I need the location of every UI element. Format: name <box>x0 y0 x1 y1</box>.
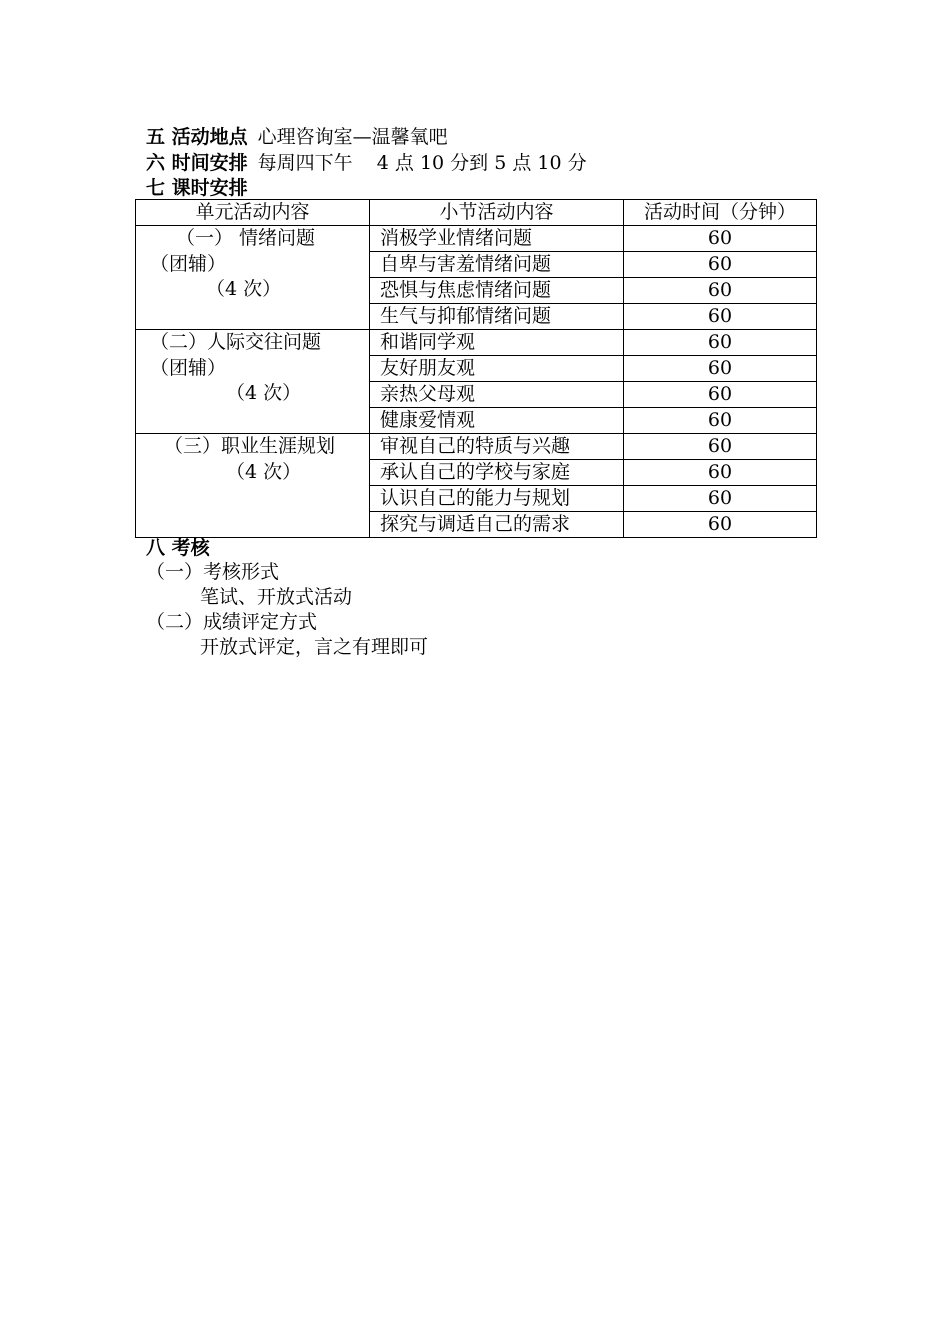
unit-type: （团辅） <box>150 252 227 275</box>
subsection-content: 健康爱情观 <box>370 408 624 434</box>
activity-time: 60 <box>624 356 817 382</box>
activity-time: 60 <box>624 278 817 304</box>
subsection-content: 自卑与害羞情绪问题 <box>370 252 624 278</box>
activity-time: 60 <box>624 304 817 330</box>
section-assessment-heading: 八 考核 <box>146 537 210 559</box>
section-location <box>146 124 448 150</box>
subsection-content: 和谐同学观 <box>370 330 624 356</box>
unit-title: （二）人际交往问题 <box>150 331 322 353</box>
subsection-content: 友好朋友观 <box>370 356 624 382</box>
section-schedule-text: 每周四下午 4 点 10 分到 5 点 10 分 <box>257 152 587 174</box>
unit-cell-career <box>136 434 370 538</box>
subsection-content: 探究与调适自己的需求 <box>370 512 624 538</box>
activity-time: 60 <box>624 382 817 408</box>
assessment-form-heading: （一）考核形式 <box>146 561 280 583</box>
activity-time: 60 <box>624 408 817 434</box>
subsection-content: 亲热父母观 <box>370 382 624 408</box>
table-row <box>136 434 817 460</box>
header-unit: 单元活动内容 <box>136 200 370 226</box>
subsection-content: 恐惧与焦虑情绪问题 <box>370 278 624 304</box>
section-assessment <box>146 535 210 561</box>
table-row <box>136 226 817 252</box>
assessment-form-text: 笔试、开放式活动 <box>200 586 353 608</box>
activity-time: 60 <box>624 512 817 538</box>
activity-time: 60 <box>624 460 817 486</box>
unit-type: （团辅） <box>150 356 227 379</box>
unit-count: （4 次） <box>226 382 302 404</box>
table-header-row <box>136 200 817 226</box>
unit-count: （4 次） <box>206 278 282 300</box>
section-location-text: 心理咨询室—温馨氧吧 <box>257 126 448 148</box>
section-lessons <box>146 175 248 201</box>
unit-cell-emotion <box>136 226 370 330</box>
subsection-content: 审视自己的特质与兴趣 <box>370 434 624 460</box>
table-row <box>136 330 817 356</box>
section-schedule <box>146 150 587 176</box>
assessment-grading-text: 开放式评定，言之有理即可 <box>200 636 429 658</box>
unit-title: （三）职业生涯规划 <box>164 435 336 457</box>
section-schedule-heading: 六 时间安排 <box>146 152 248 174</box>
header-time: 活动时间（分钟） <box>624 200 817 226</box>
subsection-content: 生气与抑郁情绪问题 <box>370 304 624 330</box>
subsection-content: 消极学业情绪问题 <box>370 226 624 252</box>
assessment-grading-heading: （二）成绩评定方式 <box>146 611 318 633</box>
subsection-content: 承认自己的学校与家庭 <box>370 460 624 486</box>
activity-time: 60 <box>624 434 817 460</box>
header-subsection: 小节活动内容 <box>370 200 624 226</box>
unit-count: （4 次） <box>226 460 302 483</box>
lesson-table <box>135 199 817 538</box>
activity-time: 60 <box>624 226 817 252</box>
activity-time: 60 <box>624 330 817 356</box>
subsection-content: 认识自己的能力与规划 <box>370 486 624 512</box>
unit-cell-interpersonal <box>136 330 370 434</box>
section-location-heading: 五 活动地点 <box>146 126 248 148</box>
unit-title: （一） 情绪问题 <box>176 227 316 249</box>
activity-time: 60 <box>624 486 817 512</box>
section-lessons-heading: 七 课时安排 <box>146 177 248 199</box>
activity-time: 60 <box>624 252 817 278</box>
